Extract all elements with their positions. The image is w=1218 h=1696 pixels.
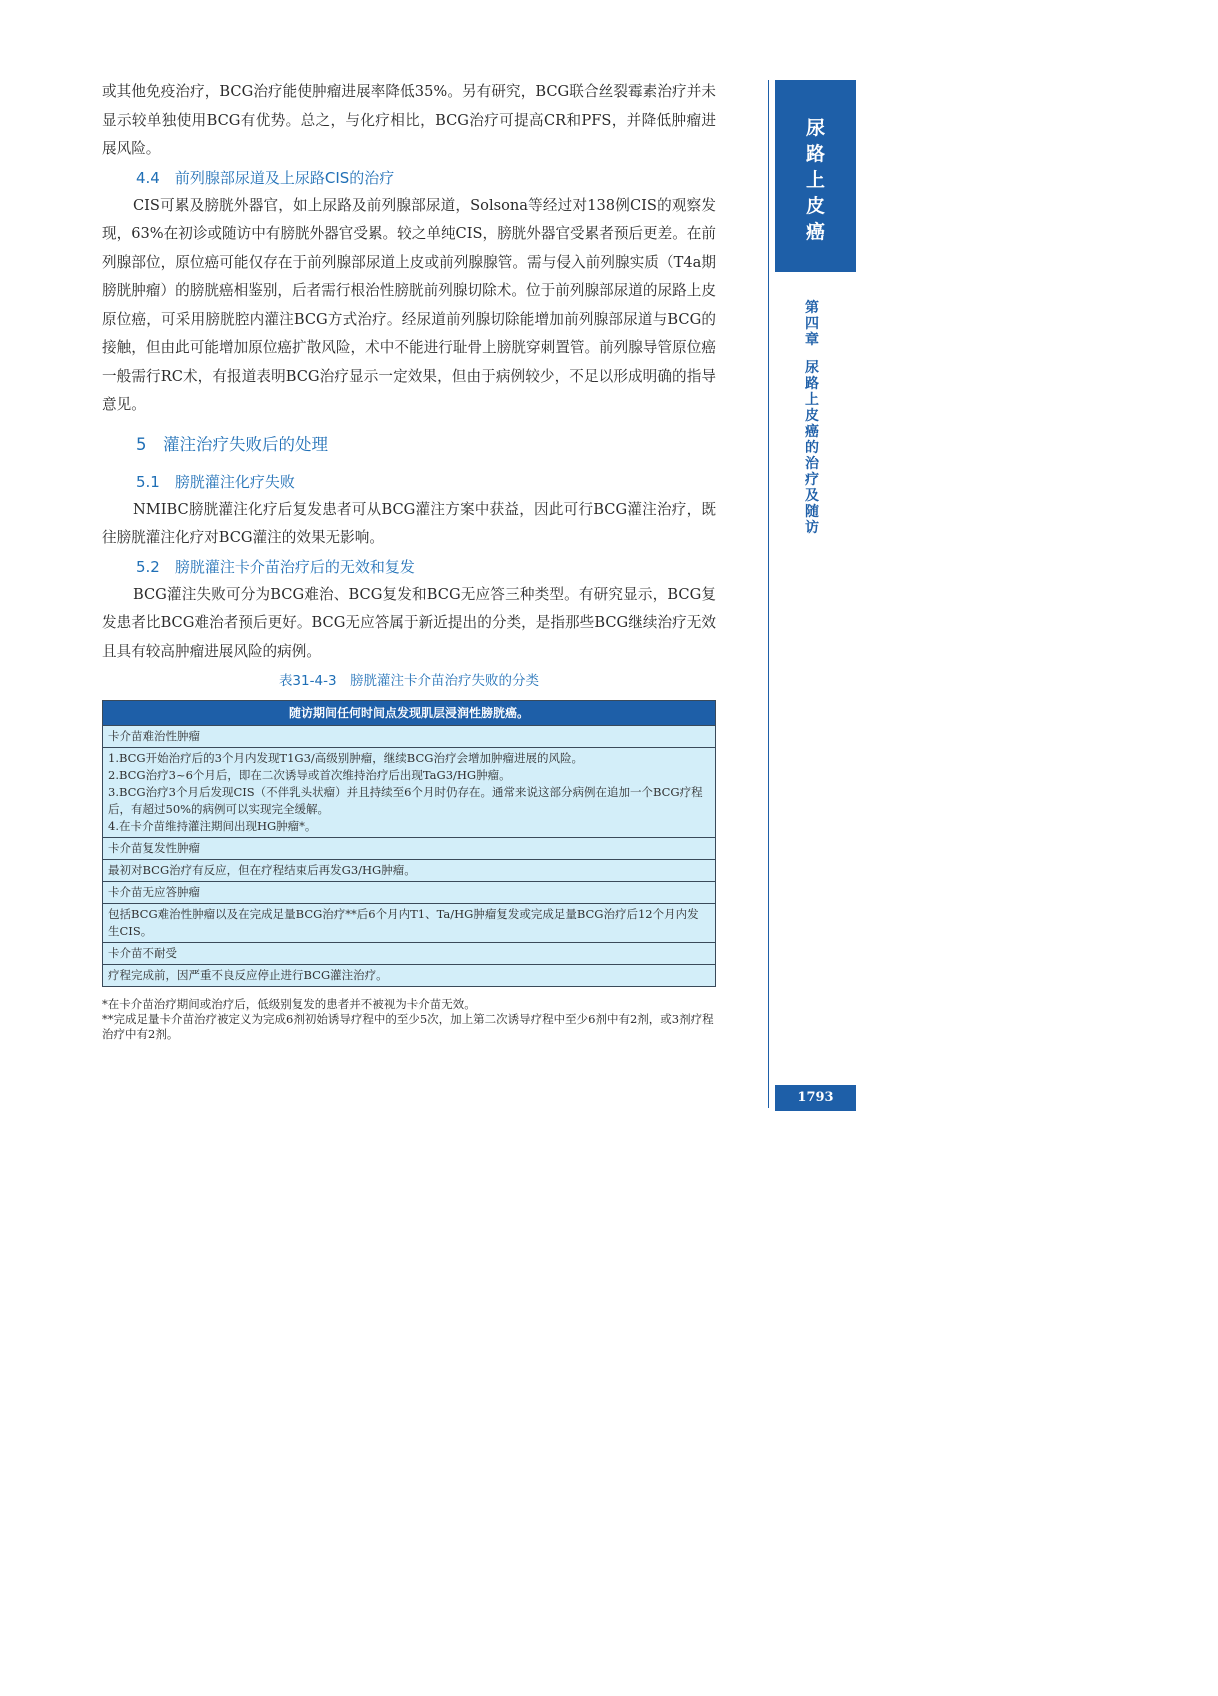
table-caption: 表31-4-3 膀胱灌注卡介苗治疗失败的分类: [278, 673, 540, 689]
chapter-char: 的: [805, 440, 819, 456]
chapter-label: [800, 300, 824, 536]
chapter-char: 尿: [805, 360, 819, 376]
table-row-item: 1.BCG开始治疗后的3个月内发现T1G3/高级别肿瘤，继续BCG治疗会增加肿瘤进展的风险。: [108, 751, 583, 765]
table-footnotes: [102, 997, 716, 1042]
chapter-char: 疗: [805, 472, 819, 488]
chapter-char: 路: [805, 376, 819, 392]
footnote: **完成足量卡介苗治疗被定义为完成6剂初始诱导疗程中的至少5次，加上第二次诱导疗程中至少6剂中有2剂，或3剂疗程治疗中有2剂。: [102, 1012, 714, 1041]
paragraph-5-2: BCG灌注失败可分为BCG难治、BCG复发和BCG无应答三种类型。有研究显示，BCG复发患者比BCG难治者预后更好。BCG无应答属于新近提出的分类，是指那些BCG继续治疗无效且具有较高肿瘤进展风险的病例。: [102, 585, 716, 660]
table-row: 卡介苗难治性肿瘤: [103, 726, 716, 748]
section-tab: [775, 80, 856, 272]
section-tab-char: 上: [805, 169, 825, 191]
table-row-item: 4.在卡介苗维持灌注期间出现HG肿瘤*。: [108, 819, 317, 833]
table-row: 卡介苗无应答肿瘤: [103, 882, 716, 904]
section-tab-char: 癌: [805, 221, 825, 243]
chapter-char: 癌: [805, 424, 819, 440]
chapter-char: 访: [805, 520, 819, 536]
chapter-char: 四: [805, 316, 819, 332]
classification-table: [102, 700, 716, 987]
section-tab-char: 皮: [805, 195, 825, 217]
chapter-char: 第: [805, 300, 819, 316]
paragraph-intro: 或其他免疫治疗，BCG治疗能使肿瘤进展率降低35%。另有研究，BCG联合丝裂霉素治疗并未显示较单独使用BCG有优势。总之，与化疗相比，BCG治疗可提高CR和PFS，并降低肿瘤进展风险。: [102, 83, 716, 157]
table-row: 卡介苗复发性肿瘤: [103, 838, 716, 860]
main-column: [102, 78, 716, 1042]
section-tab-char: 路: [805, 143, 825, 165]
margin-rule: [768, 80, 769, 1108]
table-row-item: 3.BCG治疗3个月后发现CIS（不伴乳头状瘤）并且持续至6个月时仍存在。通常来说这部分病例在追加一个BCG疗程后，有超过50%的病例可以实现完全缓解。: [108, 785, 703, 816]
table-row: 最初对BCG治疗有反应，但在疗程结束后再发G3/HG肿瘤。: [103, 860, 716, 882]
heading-4-4: 4.4 前列腺部尿道及上尿路CIS的治疗: [136, 168, 395, 187]
chapter-char: 治: [805, 456, 819, 472]
table-row: 疗程完成前，因严重不良反应停止进行BCG灌注治疗。: [103, 965, 716, 987]
table-header: 随访期间任何时间点发现肌层浸润性膀胱癌。: [103, 701, 716, 726]
table-row: [103, 748, 716, 838]
chapter-char: 及: [805, 488, 819, 504]
chapter-char: 章: [805, 332, 819, 348]
paragraph-4-4: CIS可累及膀胱外器官，如上尿路及前列腺部尿道，Solsona等经过对138例CIS的观察发现，63%在初诊或随访中有膀胱外器官受累。较之单纯CIS，膀胱外器官受累者预后更差。在前列腺部位，原位癌可能仅存在于前列腺部尿道上皮或前列腺腺管。需与侵入前列腺实质（T4a期膀胱肿瘤）的膀胱癌相鉴别，后者需行根治性膀胱前列腺切除术。位于前列腺部尿道的尿路上皮原位癌，可采用膀胱腔内灌注BCG方式治疗。经尿道前列腺切除能增加前列腺部尿道与BCG的接触，但由此可能增加原位癌扩散风险，术中不能进行耻骨上膀胱穿刺置管。前列腺导管原位癌一般需行RC术，有报道表明BCG治疗显示一定效果，但由于病例较少，不足以形成明确的指导意见。: [102, 196, 716, 413]
heading-5-2: 5.2 膀胱灌注卡介苗治疗后的无效和复发: [136, 557, 415, 576]
heading-5: 5 灌注治疗失败后的处理: [136, 434, 328, 454]
paragraph-5-1: NMIBC膀胱灌注化疗后复发患者可从BCG灌注方案中获益，因此可行BCG灌注治疗，既往膀胱灌注化疗对BCG灌注的效果无影响。: [102, 500, 716, 546]
heading-5-1: 5.1 膀胱灌注化疗失败: [136, 472, 295, 491]
table-row-item: 2.BCG治疗3~6个月后，即在二次诱导或首次维持治疗后出现TaG3/HG肿瘤。: [108, 768, 511, 782]
footnote: *在卡介苗治疗期间或治疗后，低级别复发的患者并不被视为卡介苗无效。: [102, 997, 476, 1011]
chapter-char: 皮: [805, 408, 819, 424]
chapter-char: 上: [805, 392, 819, 408]
section-tab-char: 尿: [805, 117, 825, 139]
chapter-char: 随: [805, 504, 819, 520]
page-number: 1793: [775, 1085, 856, 1111]
table-row: 卡介苗不耐受: [103, 943, 716, 965]
table-row: 包括BCG难治性肿瘤以及在完成足量BCG治疗**后6个月内T1、Ta/HG肿瘤复发或完成足量BCG治疗后12个月内发生CIS。: [103, 904, 716, 943]
